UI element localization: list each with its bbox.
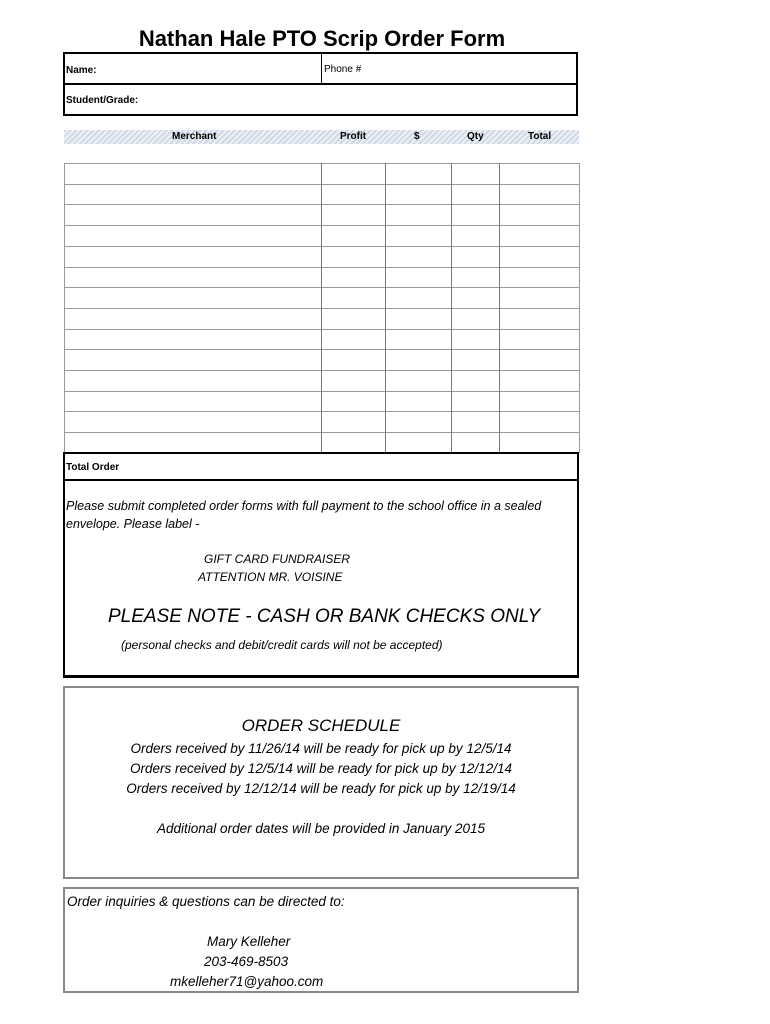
table-row[interactable] [65, 349, 579, 350]
total-order-row[interactable] [63, 452, 579, 481]
table-column-divider [499, 163, 500, 453]
table-row[interactable] [65, 370, 579, 371]
envelope-label-line2: ATTENTION MR. VOISINE [198, 570, 343, 584]
contact-email[interactable]: mkelleher71@yahoo.com [170, 974, 324, 989]
table-row[interactable] [65, 391, 579, 392]
table-row[interactable] [65, 184, 579, 185]
name-phone-row [63, 52, 578, 85]
order-table[interactable] [64, 163, 580, 453]
table-row[interactable] [65, 329, 579, 330]
schedule-line: Orders received by 12/5/14 will be ready for pick up by 12/12/14 [130, 761, 512, 776]
table-row[interactable] [65, 267, 579, 268]
table-row[interactable] [65, 225, 579, 226]
student-grade-label: Student/Grade: [66, 95, 139, 106]
instructions-line1: Please submit completed order forms with full payment to the school office in a sealed [66, 499, 542, 513]
phone-field[interactable]: Phone # [321, 54, 361, 83]
table-row[interactable] [65, 204, 579, 205]
contact-name: Mary Kelleher [207, 934, 291, 949]
order-schedule-box [63, 686, 579, 879]
envelope-label-line1: GIFT CARD FUNDRAISER [204, 552, 351, 566]
col-profit: Profit [340, 131, 367, 142]
col-total: Total [528, 131, 552, 142]
table-row[interactable] [65, 287, 579, 288]
student-grade-row[interactable] [63, 83, 578, 116]
table-column-divider [451, 163, 452, 453]
schedule-line: Orders received by 11/26/14 will be ready for pick up by 12/5/14 [130, 741, 512, 756]
schedule-additional: Additional order dates will be provided in January 2015 [157, 821, 485, 836]
schedule-line: Orders received by 12/12/14 will be ready for pick up by 12/19/14 [126, 781, 516, 796]
table-row[interactable] [65, 163, 579, 164]
col-merchant: Merchant [172, 131, 217, 142]
order-table-header [64, 130, 579, 144]
payment-note: PLEASE NOTE - CASH OR BANK CHECKS ONLY [108, 606, 541, 627]
instructions-line2: envelope. Please label - [66, 517, 200, 531]
schedule-heading: ORDER SCHEDULE [241, 716, 401, 735]
contact-intro: Order inquiries & questions can be directed to: [67, 894, 345, 909]
instructions-box [63, 479, 579, 678]
table-row[interactable] [65, 411, 579, 412]
contact-box [63, 887, 579, 993]
table-row[interactable] [65, 432, 579, 433]
total-order-label: Total Order [66, 462, 120, 473]
table-column-divider [385, 163, 386, 453]
table-row[interactable] [65, 246, 579, 247]
table-column-divider [321, 163, 322, 453]
col-qty: Qty [467, 131, 484, 142]
payment-note-sub: (personal checks and debit/credit cards will not be accepted) [121, 638, 443, 652]
name-label: Name: [66, 65, 97, 76]
col-dollar: $ [414, 131, 420, 142]
contact-phone: 203-469-8503 [204, 954, 289, 969]
form-title: Nathan Hale PTO Scrip Order Form [138, 26, 506, 51]
table-row[interactable] [65, 308, 579, 309]
